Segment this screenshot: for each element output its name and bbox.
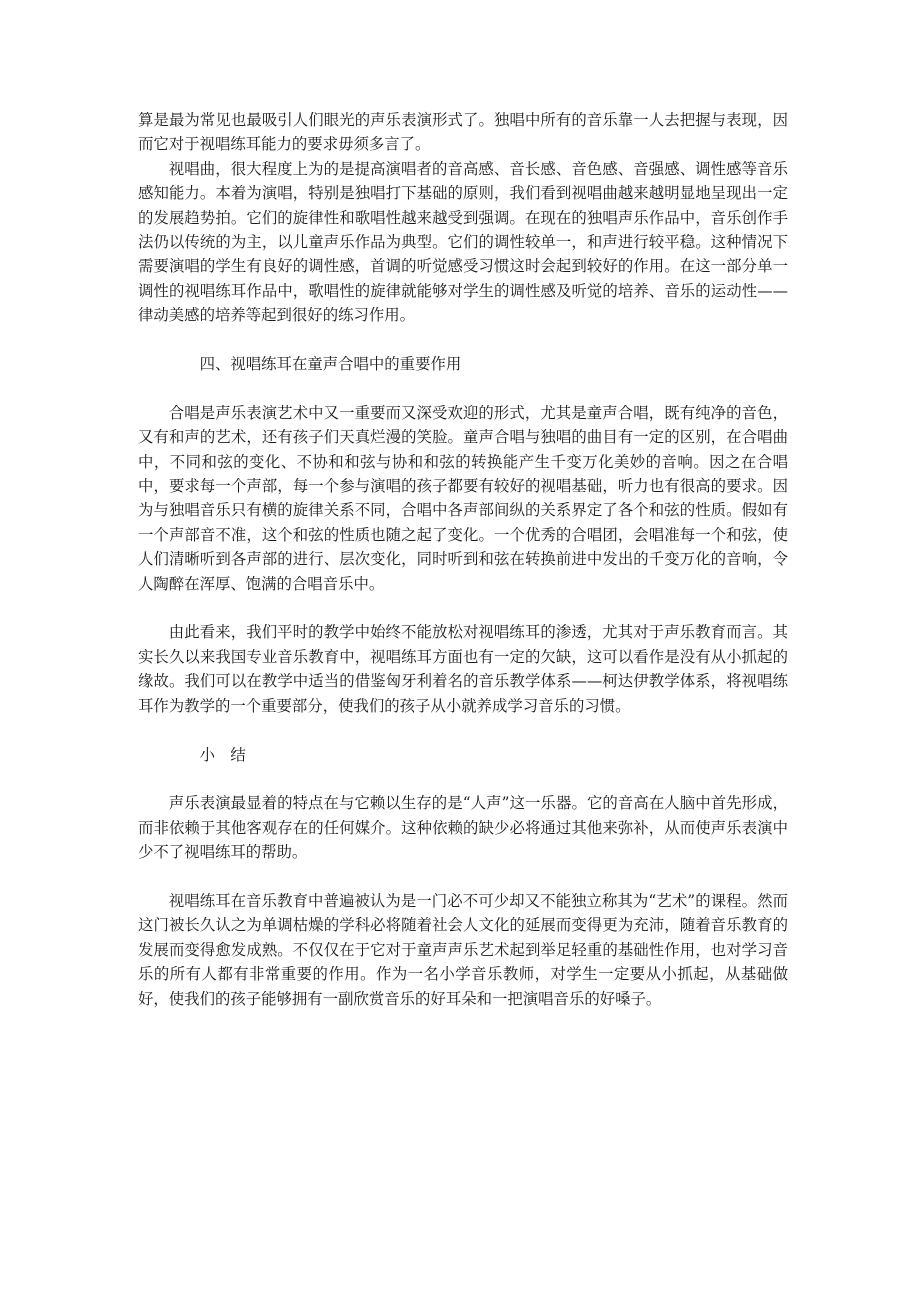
- paragraph-vocal-performance: 声乐表演最显着的特点在与它赖以生存的是“人声”这一乐器。它的音高在人脑中首先形成，而非依赖于其他客观存在的任何媒介。这种依赖的缺少必将通过其他来弥补，从而使声乐表演中少不了视唱练耳的帮助。: [138, 794, 788, 862]
- paragraph-children-chorus: 合唱是声乐表演艺术中又一重要而又深受欢迎的形式，尤其是童声合唱，既有纯净的音色，又有和声的艺术，还有孩子们天真烂漫的笑脸。童声合唱与独唱的曲目有一定的区别，在合唱曲中，不同和弦的变化、不协和和弦与协和和弦的转换能产生千变万化美妙的音响。因之在合唱中，要求每一个声部，每一个参与演唱的孩子都要有较好的视唱基础，听力也有很高的要求。因为与独唱音乐只有横的旋律关系不同，合唱中各声部间纵的关系界定了各个和弦的性质。假如有一个声部音不准，这个和弦的性质也随之起了变化。一个优秀的合唱团，会唱准每一个和弦，使人们清晰听到各声部的进行、层次变化，同时听到和弦在转换前进中发出的千变万化的音响，令人陶醉在浑厚、饱满的合唱音乐中。: [138, 403, 788, 593]
- section-heading-four: 四、视唱练耳在童声合唱中的重要作用: [199, 355, 462, 374]
- paragraph-sight-singing-pieces: 视唱曲，很大程度上为的是提高演唱者的音高感、音长感、音色感、音强感、调性感等音乐感知能力。本着为演唱，特别是独唱打下基础的原则，我们看到视唱曲越来越明显地呈现出一定的发展趋势拍。它们的旋律性和歌唱性越来越受到强调。在现在的独唱声乐作品中，音乐创作手法仍以传统的为主，以儿童声乐作品为典型。它们的调性较单一，和声进行较平稳。这种情况下需要演唱的学生有良好的调性感，首调的听觉感受习惯这时会起到较好的作用。在这一部分单一调性的视唱练耳作品中，歌唱性的旋律就能够对学生的调性感及听觉的培养、音乐的运动性——律动美感的培养等起到很好的练习作用。: [138, 159, 788, 325]
- paragraph-conclusion-teaching: 由此看来，我们平时的教学中始终不能放松对视唱练耳的渗透，尤其对于声乐教育而言。其实长久以来我国专业音乐教育中，视唱练耳方面也有一定的欠缺，这可以看作是没有从小抓起的缘故。我们可以在教学中适当的借鉴匈牙利着名的音乐教学体系——柯达伊教学体系，将视唱练耳作为教学的一个重要部分，使我们的孩子从小就养成学习音乐的习惯。: [138, 623, 788, 715]
- document-body: [138, 108, 788, 1011]
- paragraph-final-summary: 视唱练耳在音乐教育中普遍被认为是一门必不可少却又不能独立称其为“艺术”的课程。然而这门被长久认之为单调枯燥的学科必将随着社会人文化的延展而变得更为充沛，随着音乐教育的发展而变得愈发成熟。不仅仅在于它对于童声声乐艺术起到举足轻重的基础性作用，也对学习音乐的所有人都有非常重要的作用。作为一名小学音乐教师，对学生一定要从小抓起，从基础做好，使我们的孩子能够拥有一副欣赏音乐的好耳朵和一把演唱音乐的好嗓子。: [138, 891, 788, 1008]
- paragraph-continuation: 算是最为常见也最吸引人们眼光的声乐表演形式了。独唱中所有的音乐靠一人去把握与表现，因而它对于视唱练耳能力的要求毋须多言了。: [138, 111, 788, 154]
- section-heading-summary: 小 结: [199, 745, 246, 764]
